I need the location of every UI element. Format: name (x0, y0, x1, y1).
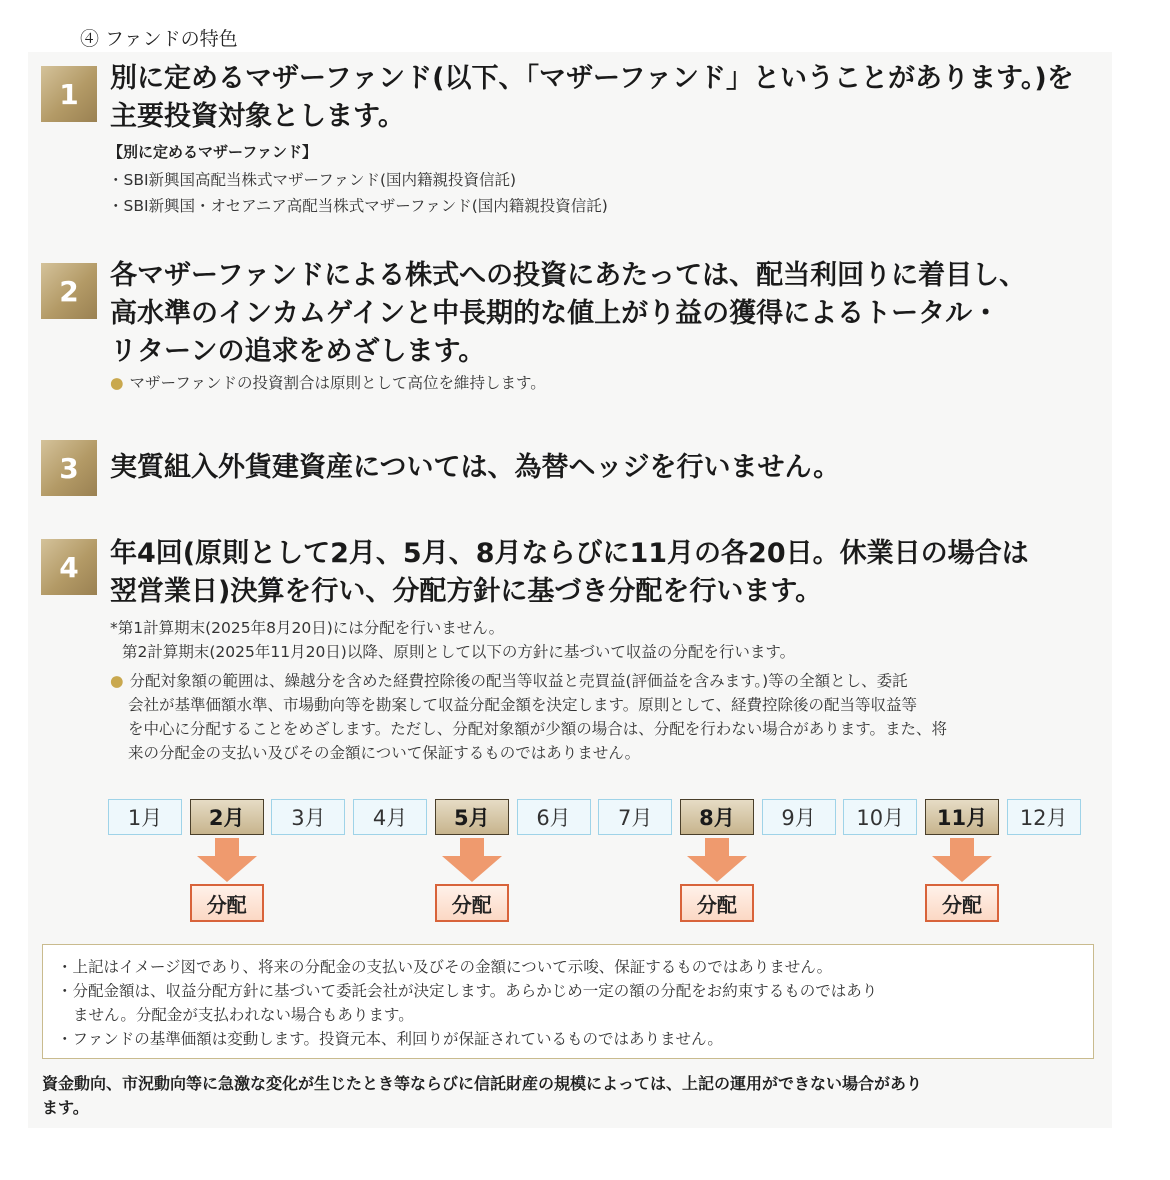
bullet-dot-icon: ● (110, 374, 124, 392)
mother-fund-subheading: 【別に定めるマザーファンド】 (108, 143, 317, 161)
section4-headline: 年4回(原則として2月、5月、8月ならびに11月の各20日。休業日の場合は 翌営業日)決算を行い、分配方針に基づき分配を行います。 (110, 538, 1029, 607)
month-cell: 11月 (925, 799, 999, 835)
month-cell: 3月 (271, 799, 345, 835)
mother-fund-item: ・SBI新興国・オセアニア高配当株式マザーファンド(国内籍親投資信託) (108, 197, 608, 215)
disclaimer-line: ・ファンドの基準価額は変動します。投資元本、利回りが保証されているものではありません。 (57, 1030, 723, 1048)
month-cell: 5月 (435, 799, 509, 835)
payout-label: 分配 (435, 884, 509, 922)
payout-label: 分配 (680, 884, 754, 922)
section3-headline: 実質組入外貨建資産については、為替ヘッジを行いません。 (110, 452, 841, 483)
down-arrow-icon (930, 838, 994, 882)
month-cell: 12月 (1007, 799, 1081, 835)
down-arrow-icon (195, 838, 259, 882)
section-number-badge: 1 (41, 66, 97, 122)
down-arrow-icon (685, 838, 749, 882)
month-cell: 4月 (353, 799, 427, 835)
mother-fund-item: ・SBI新興国高配当株式マザーファンド(国内籍親投資信託) (108, 171, 517, 189)
disclaimer-line: ・分配金額は、収益分配方針に基づいて委託会社が決定します。あらかじめ一定の額の分配をお約束するものではあり (57, 982, 878, 1000)
disclaimer-box (42, 944, 1094, 1059)
operation-caveat: 資金動向、市況動向等に急激な変化が生じたとき等ならびに信託財産の規模によっては、上記の運用ができない場合があり ます。 (42, 1074, 923, 1117)
disclaimer-line: ・上記はイメージ図であり、将来の分配金の支払い及びその金額について示唆、保証するものではありません。 (57, 958, 833, 976)
down-arrow-icon (440, 838, 504, 882)
payout-label: 分配 (190, 884, 264, 922)
section2-headline: 各マザーファンドによる株式への投資にあたっては、配当利回りに着目し、 高水準のインカムゲインと中長期的な値上がり益の獲得によるトータル・ リターンの追求をめざします。 (110, 260, 1027, 367)
section-number-badge: 2 (41, 263, 97, 319)
calc-period-note-2: 第2計算期末(2025年11月20日)以降、原則として以下の方針に基づいて収益の分配を行います。 (122, 643, 796, 661)
page-heading: ④ ファンドの特色 (80, 28, 238, 50)
month-cell: 6月 (517, 799, 591, 835)
month-cell: 7月 (598, 799, 672, 835)
month-cell: 10月 (843, 799, 917, 835)
payout-label: 分配 (925, 884, 999, 922)
section2-note: ● マザーファンドの投資割合は原則として高位を維持します。 (110, 374, 546, 392)
disclaimer-line: ません。分配金が支払われない場合もあります。 (73, 1006, 414, 1024)
month-cell: 2月 (190, 799, 264, 835)
calc-period-note-1: *第1計算期末(2025年8月20日)には分配を行いません。 (110, 619, 505, 637)
bullet-dot-icon: ● (110, 672, 124, 690)
month-cell: 9月 (762, 799, 836, 835)
month-cell: 8月 (680, 799, 754, 835)
distribution-policy: ● 分配対象額の範囲は、繰越分を含めた経費控除後の配当等収益と売買益(評価益を含みます。)等の全額とし、委託 会社が基準価額水準、市場動向等を勘案して収益分配金額を決定します。原則として、経費控除後の配当等収益等 を中心に分配することをめざします。ただし、分配対象額が少額の場合は、分配を行わない場合があります。また、将 来の分配金の支払い及びその金額について保証するものではありません。 (110, 672, 948, 762)
section1-headline: 別に定めるマザーファンド(以下、「マザーファンド」ということがあります。)を 主要投資対象とします。 (110, 63, 1074, 132)
month-cell: 1月 (108, 799, 182, 835)
section-number-badge: 3 (41, 440, 97, 496)
section-number-badge: 4 (41, 539, 97, 595)
